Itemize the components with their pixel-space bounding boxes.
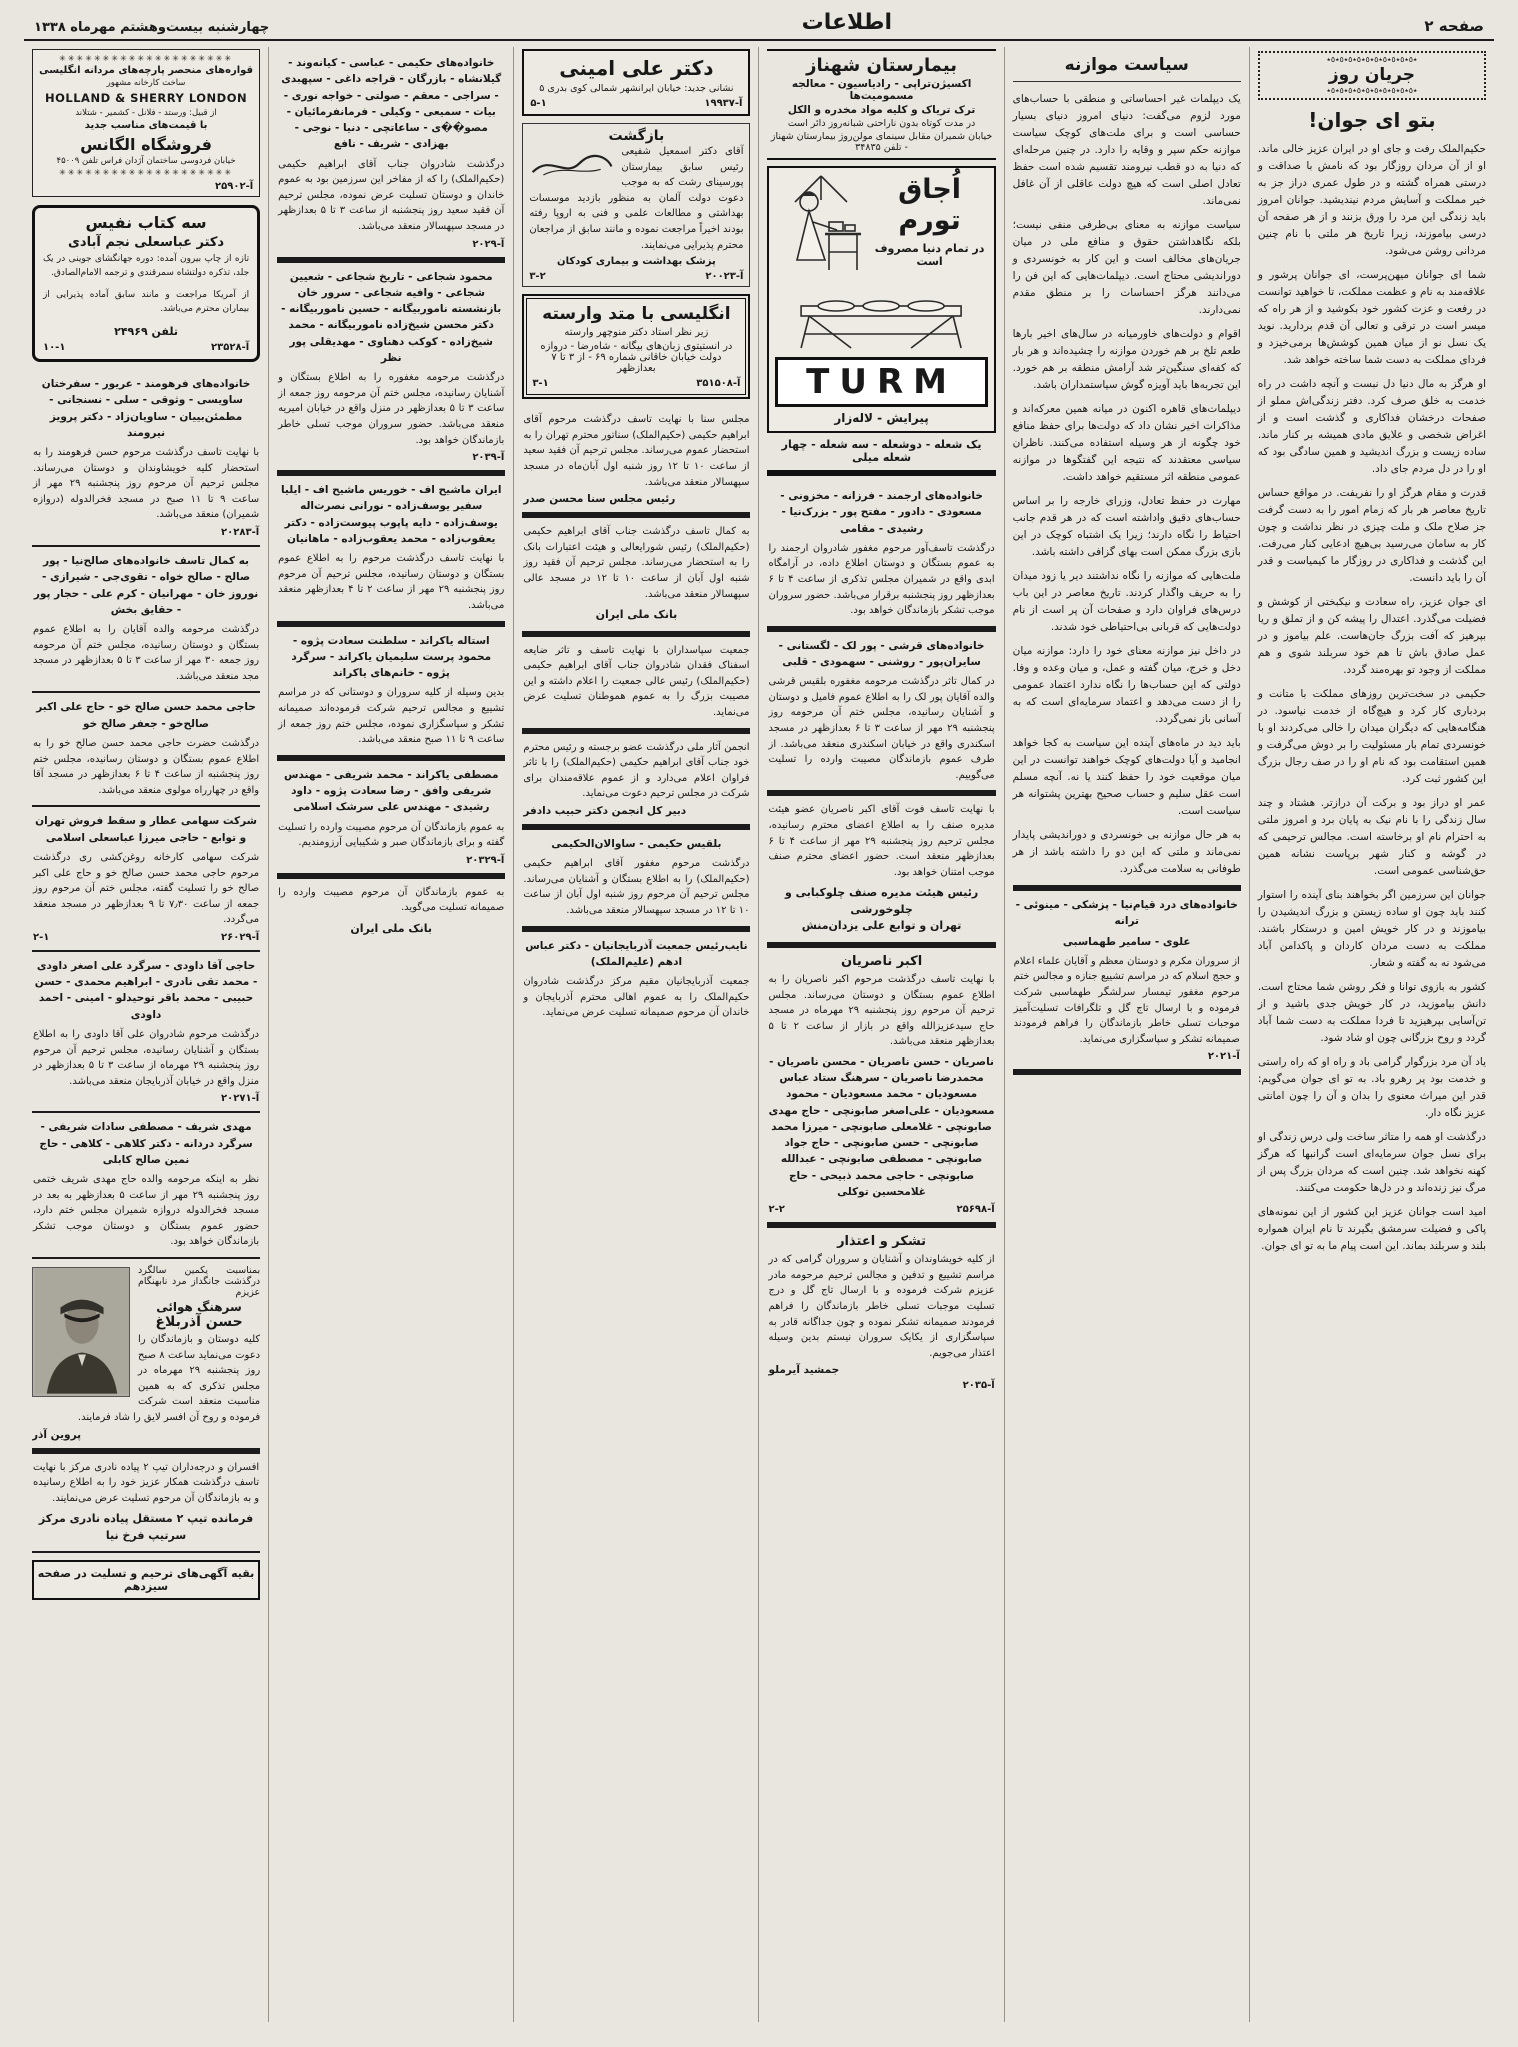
- family-names: مهدی شریف - مصطفی سادات شریفی - سرگرد دردانه - دکتر کلاهی - کلاهی - حاج نمین صالح کابلی: [39, 1121, 253, 1166]
- fabric-ad-line: از قبیل: ورستد - فلانل - کشمیر - شتلاند: [75, 108, 217, 118]
- fabric-store-name: فروشگاه الگانس: [80, 135, 212, 154]
- article-paragraph: ملت‌هایی که موازنه را نگاه نداشتند دیر یا زود میدان را به حریف واگذار کردند. تاریخ معاصر در این باب درس‌های فراوان دارد و صفحات آن پر است از نام دولت‌هایی که قربانی بی‌احتیاطی خود شدند.: [1012, 570, 1241, 633]
- obituary-notice: [522, 637, 750, 734]
- obituary-notice: [277, 49, 505, 263]
- obituary-body: با نهایت تاسف درگذشت مرحوم حسن فرهومند را به استحضار کلیه خویشاوندان و دوستان می‌رساند. مجلس ترحیم آن مرحوم روز پنجشنبه ۲۹ مهر از ساعت ۹ تا ۱۱ صبح در مسجد فخرالدوله (دروازه شمیران) منعقد می‌باشد.: [32, 447, 260, 521]
- calligraphy-flourish: [529, 148, 615, 182]
- hospital-ad-title: بیمارستان شهناز: [806, 55, 957, 76]
- family-names: ناصریان - حسن ناصریان - محسن ناصریان - محمدرضا ناصریان - سرهنگ ستاد عباس مسعودیان - محمد مسعودیان - محمود مسعودیان - علی‌اصغر صابونچی - حاج مهدی صابونچی - غلامعلی صابونچی - میرزا محمد صابونچی - حسن صابونچی - حاج جواد صابونچی - مصطفی صابونچی - عبدالله صابونچی - حاجی محمد ذبیحی - حاج غلامحسین توکلی: [768, 1055, 995, 1199]
- obituary-body: بدین وسیله از کلیه سروران و دوستانی که در مراسم تشییع و مجالس ترحیم شرکت فرموده‌اند صمیمانه تشکر و سپاسگزاری نموده، مجلس ختم روز جمعه از ساعت ۹ تا ۱۱ صبح منعقد می‌باشد.: [278, 687, 505, 746]
- ad-code: ۲-۲: [768, 1204, 785, 1216]
- obituary-notice: [32, 693, 260, 807]
- deceased-name: اکبر ناصریان: [840, 953, 923, 969]
- obituary-body: جمعیت آذربایجانیان مقیم مرکز درگذشت شادروان حکیم‌الملک را به عموم اهالی محترم آذربایجان و خاندان آن مرحوم صمیمانه تسلیت عرض می‌نماید.: [523, 976, 750, 1019]
- article-paragraph: عمر او دراز بود و برکت آن درازتر. هشتاد و چند سال زندگی را با نام نیک به پایان برد و امروز ملتی به احترام نام او برخاسته است. مجالس ترحیمی که در گوشه و کنار شهر برپاست نشانه همین حق‌شناسی عمومی است.: [1257, 797, 1486, 877]
- fabric-ad-latin-name: HOLLAND & SHERRY LONDON: [45, 91, 248, 105]
- fabric-ad-address: خیابان فردوسی ساختمان آژدان فراس تلفن ۴۵۰۰۹: [56, 156, 236, 166]
- fabric-ad-line: قواره‌های منحصر پارچه‌های مردانه انگلیسی: [39, 65, 253, 76]
- books-ad-body: تازه از چاپ بیرون آمده: دوره جهانگشای جوینی در یک جلد، تذکره دولتشاه سمرقندی و ترجمه الامام‌الصادق.: [42, 254, 250, 278]
- ad-code: آ-۲۶۰۲۹: [221, 931, 260, 943]
- obituary-body: درگذشت حضرت حاجی محمد حسن صالح خو را به اطلاع عموم بستگان و دوستان رسانیده، مجلس ختم روز پنجشنبه از ساعت ۴ تا ۶ بعدازظهر در مسجد آقا واقع در چهارراه مولوی منعقد می‌باشد.: [32, 738, 260, 796]
- brigade-notice-body: افسران و درجه‌داران تیپ ۲ پیاده نادری مرکز با نهایت تاسف درگذشت همکار عزیز خود را به اطلاع رسانیده و به بازماندگان آن مرحوم تسلیت عرض می‌نمایند.: [32, 1461, 260, 1504]
- doctor-amini-name: دکتر علی امینی: [559, 56, 714, 80]
- doctor-amini-ad: [522, 49, 750, 116]
- obituary-body: جمعیت سپاسداران با نهایت تاسف و تاثر ضایعه اسفناک فقدان شادروان جناب آقای ابراهیم حکیمی (حکیم‌الملک) رئیس عالی جمعیت را اعلام داشته و این مصیبت بزرگ را به عموم هموطنان تسلیت عرض می‌نماید.: [523, 644, 750, 718]
- ad-code: آ-۲۵۶۹۸: [956, 1204, 995, 1216]
- obituary-notice: [32, 370, 260, 547]
- fabric-ad-line: با قیمت‌های مناسب جدید: [84, 120, 208, 131]
- turm-dealer-line: پیرایش - لاله‌زار: [834, 411, 929, 425]
- family-names: محمود شجاعی - تاریخ شجاعی - شعیین شجاعی - وافیه شجاعی - سرور خان بازنشسته ناموربیگانه - حسین ناموربیگانه - دکتر محسن شیخ‌زاده ناموربیگانه - محمد شیخ‌زاده - کوکب دهناوی - مهدیقلی پور نظر: [281, 270, 502, 364]
- ad-code: آ-۲۰۰۲۳: [705, 271, 744, 283]
- date-line: چهارشنبه بیست‌وهشتم مهرماه ۱۳۳۸: [34, 20, 270, 35]
- article-paragraph: به هر حال موازنه بی خونسردی و دوراندیشی پایدار نمی‌ماند و ملتی که این دو را داشته باشد از هر طوفانی به سلامت می‌گذرد.: [1012, 829, 1241, 875]
- books-ad-doctor: دکتر عباسعلی نجم آبادی: [68, 235, 225, 250]
- obituary-notice: [522, 830, 750, 932]
- bank-signature: بانک ملی ایران: [350, 921, 433, 935]
- obituary-body: درگذشت مرحوم مغفور آقای ابراهیم حکیمی (حکیم‌الملک) را به اطلاع بستگان و آشنایان می‌رساند. مجلس ترحیم آن مرحوم روز شنبه اول آبان از ساعت ۱۰ تا ۱۲ در مسجد سپهسالار منعقد می‌باشد.: [523, 858, 750, 916]
- thanks-title: تشکر و اعتذار: [837, 1234, 927, 1250]
- article-paragraph: مهارت در حفظ تعادل، وزرای خارجه را بر اساس حساب‌های دقیق واداشته است که در هر قدم جانب احتیاط را نگاه دارند؛ زیرا یک اشتباه کوچک در این بازی بزرگ ممکن است بهای گزافی داشته باشد.: [1012, 495, 1241, 558]
- hospital-ad-line: خیابان شمیران مقابل سینمای مولن‌روژ بیمارستان شهناز - تلفن ۳۴۸۳۵: [770, 131, 993, 153]
- ad-code-row: [39, 181, 253, 192]
- ad-code-row: [1014, 1051, 1240, 1062]
- masthead: [24, 8, 1494, 41]
- article-paragraph: اقوام و دولت‌های خاورمیانه در سال‌های اخیر بارها طعم تلخ بر هم خوردن موازنه را چشیده‌اند و هر بار که کفه‌ای سنگین‌تر شد آرامش منطقه بر هم خورد. این تجربه‌ها باید آویزه گوش سیاستمداران باشد.: [1012, 328, 1241, 391]
- ad-code: ۳-۱: [532, 378, 549, 390]
- ad-code-row: [33, 527, 259, 538]
- cook-illustration: [775, 174, 867, 294]
- article-paragraph: باید دید در ماه‌های آینده این سیاست به کجا خواهد انجامید و آیا دولت‌های کوچک خواهند توانست در این میان موقعیت خود را حفظ کنند یا نه. آنچه مسلم است عقل سلیم و حساب صحیح بهترین پشتوانه هر سیاست است.: [1012, 737, 1241, 817]
- ad-code-row: [278, 855, 504, 866]
- obituary-body: درگذشت مرحومه والده آقایان را به اطلاع عموم بستگان و دوستان رسانیده، مجلس ختم آن مرحومه روز جمعه ۳۰ مهر از ساعت ۳ تا ۵ بعدازظهر در مسجد مجد منعقد می‌باشد.: [32, 624, 260, 682]
- ad-code-row: [278, 452, 504, 463]
- english-course-body: در انستیتوی زبان‌های بیگانه - شاه‌رضا - دروازه دولت خیابان خاقانی شماره ۶۹ - از ۳ تا ۷ بعدازظهر: [540, 341, 733, 375]
- article-paragraph: ای جوان عزیز، راه سعادت و نیکبختی از کوشش و فضیلت می‌گذرد. اعتدال را پیشه کن و از تملق و ریا بپرهیز که آفت بزرگ جان‌هاست. علم بیاموز و در عمل صادق باش تا هم خود سربلند شوی و هم مملکت از وجود تو بهره‌مند گردد.: [1257, 596, 1486, 676]
- family-names: شرکت سهامی عطار و سقط فروش تهران و توابع - حاجی میرزا عباسعلی اسلامی: [35, 815, 257, 844]
- article-paragraph: او هرگز به مال دنیا دل نبست و آنچه داشت در راه خدمت به خلق صرف کرد. دفتر زندگی‌اش مملو از صفحات درخشان فداکاری و گذشت است و از اغراض شخصی و علایق مادی همیشه بر کنار ماند. ساده زیست و بزرگ اندیشید و همین سادگی بود که او را در دل مردم جای داد.: [1257, 378, 1486, 475]
- obituary-notice: [277, 263, 505, 477]
- ad-code: آ-۲۳۵۲۸: [211, 342, 250, 353]
- obituary-notice: [32, 547, 260, 693]
- ad-code: آ-۲۵۹۰۲: [215, 181, 254, 192]
- obituary-body: درگذشت مرحوم شادروان علی آقا داودی را به اطلاع بستگان و آشنایان رسانیده، مجلس ترحیم آن مرحوم روز پنجشنبه ۲۹ مهرماه از ساعت ۳ تا ۵ بعدازظهر در منزل واقع در خیابان آذربایجان منعقد می‌باشد.: [32, 1028, 260, 1087]
- obituary-signature: دبیر کل انجمن دکتر حبیب دادفر: [523, 804, 687, 817]
- page-number: صفحه ۲: [1424, 17, 1484, 35]
- article-paragraph: در داخل نیز موازنه معنای خود را دارد: موازنه میان دخل و خرج، میان گفته و عمل، و میان وعده و وفا. دولتی که این حساب‌ها را نگاه ندارد اعتماد عمومی را از دست می‌دهد و اعتماد سرمایه‌ای است که به آسانی باز نمی‌گردد.: [1012, 645, 1241, 725]
- family-names: حاجی محمد حسن صالح خو - حاج علی اکبر صالح‌خو - جعفر صالح خو: [36, 701, 256, 730]
- memorial-notice: [32, 1259, 260, 1454]
- family-names: مصطفی یاکراند - محمد شریفی - مهندس شریفی وافق - رضا سعادت پژوه - داود رشیدی - مهندس علی سرشک اسلامی: [283, 768, 499, 814]
- return-notice-body: آقای دکتر اسمعیل شفیعی رئیس سابق بیمارستان پورسینای رشت که به موجب دعوت دولت آلمان به منظور بازدید موسسات بهداشتی و مطالعات علمی و فنی به اروپا رفته بودند اخیراً مراجعت نموده و مانند سابق از مراجعان محترم پذیرایی می‌نمایند.: [529, 146, 744, 251]
- article-paragraph: کشور به بازوی توانا و فکر روشن شما محتاج است. دانش بیاموزید، در کار خویش جدی باشید و از تن‌آسایی بپرهیزید تا فردا مملکت به دست شما آباد گردد و روح بزرگانی چون او شاد شود.: [1257, 981, 1486, 1044]
- memorial-name: حسن آذربلاغ: [155, 1314, 243, 1331]
- obituary-body: مجلس سنا با نهایت تاسف درگذشت مرحوم آقای ابراهیم حکیمی (حکیم‌الملک) سناتور محترم تهران را به استحضار عموم می‌رساند. مجلس ترحیم آن فقید سعید از ساعت ۱۰ تا ۱۲ روز شنبه اول آبان‌ماه در مسجد سپهسالار منعقد می‌باشد.: [523, 414, 750, 488]
- family-names: استاله یاکراند - سلطنت سعادت پژوه - محمود پرست سلیمیان یاکراند - سرگرد پژوه - خانم‌های یاکراند: [291, 634, 492, 680]
- obituary-notice: [767, 632, 995, 797]
- obituary-notice: [32, 807, 260, 952]
- ad-code-row: [33, 932, 259, 943]
- obituary-body: نظر به اینکه مرحومه والده حاج مهدی شریف ختمی روز پنجشنبه ۲۹ مهر از ساعت ۵ بعدازظهر به بعد در مسجد فخرالدوله دروازه شمیران مجلس ختم دارد، حضور عموم بستگان و دوستان موجب تشکر بازماندگان خواهد بود.: [32, 1174, 260, 1248]
- obituary-signature: بانک ملی ایران: [595, 608, 678, 622]
- obituary-body: از سروران مکرم و دوستان معظم و آقایان علماء اعلام و حجج اسلام که در مراسم تشییع جنازه و مجالس ختم مرحوم مغفور تیمسار سرلشگر طهماسبی شرکت فرموده و با ارسال تاج گل و تلگرافات تسلیت‌آمیز موجبات تسلی خاطر بازماندگان را فراهم فرمودند صمیمانه تشکر و سپاسگزاری می‌نماید.: [1013, 955, 1240, 1045]
- obituary-body: درگذشت شادروان جناب آقای ابراهیم حکیمی (حکیم‌الملک) را که از مفاخر این سرزمین بود به عموم خاندان و دوستان تسلیت عرض نموده، مجلس ترحیم آن فقید سعید روز پنجشنبه از ساعت ۳ تا ۵ بعدازظهر در مسجد سپهسالار منعقد می‌باشد.: [278, 158, 505, 232]
- guild-notice-body: با نهایت تاسف فوت آقای اکبر ناصریان عضو هیئت مدیره صنف را به اطلاع اعضای محترم رسانیده، مجلس ترحیم روز پنجشنبه ۲۹ مهر از ساعت ۴ تا ۶ بعدازظهر منعقد است. حضور اعضای محترم صنف موجب امتنان خواهد بود.: [768, 804, 995, 878]
- article-paragraph: سیاست موازنه به معنای بی‌طرفی منفی نیست؛ بلکه نگاهداشتن حقوق و منافع ملی در میان جریان‌های مخالف است و این کار به خونسردی و دوراندیشی محتاج است. دیپلمات‌هایی که این فن را می‌دانند هرگز احساسات را بر منطق مقدم نمی‌دارند.: [1012, 219, 1241, 316]
- return-notice-title: بازگشت: [608, 128, 665, 144]
- thanks-body: از کلیه خویشاوندان و آشنایان و سروران گرامی که در مراسم تشییع و تدفین و مجالس ترحیم مرحومه مادر عزیزم شرکت فرموده و با ارسال تاج گل و درج تسلیت موجبات تسلی خاطر بازماندگان را فراهم فرمودند صمیمانه تشکر نموده و چون جداگانه قادر به سپاسگزاری از یکایک سروران نیستم بدین وسیله اعتذار می‌جویم.: [768, 1254, 995, 1359]
- guild-signature: [768, 885, 994, 935]
- obituary-body: درگذشت تاسف‌آور مرحوم مغفور شادروان ارجمند را به عموم بستگان و دوستان اطلاع داده، در آرامگاه ابدی واقع در شمیران مجلس تذکری از ساعت ۴ تا ۶ بعدازظهر روز پنجشنبه برقرار می‌باشد. حضور سروران موجب تشکر بازماندگان خواهد بود.: [768, 542, 995, 617]
- ad-code-row: [278, 239, 504, 250]
- ad-code: ۵-۱: [530, 98, 547, 109]
- ad-code-row: [530, 98, 742, 109]
- paper-title: اطلاعات: [801, 10, 893, 35]
- continued-notice: بقیه آگهی‌های ترحیم و تسلیت در صفحه سیزدهم: [32, 1560, 260, 1600]
- books-ad-title: سه کتاب نفیس: [85, 213, 207, 232]
- columns: [24, 47, 1494, 2022]
- stove-illustration: [775, 294, 987, 352]
- decorative-border: ✳✳✳✳✳✳✳✳✳✳✳✳✳✳✳✳✳✳✳✳: [59, 168, 234, 177]
- column-obituaries: [268, 47, 513, 2022]
- family-names: خانواده‌های ارجمند - فرزانه - مخزونی - مسعودی - دادور - مفتح پور - بزرک‌نیا - رشیدی - مقامی: [780, 490, 983, 535]
- ad-code: آ-۲۰۳۵: [962, 1380, 995, 1392]
- article-paragraph: حکیم‌الملک رفت و جای او در ایران عزیز خالی ماند. او از آن مردان روزگار بود که نامش با صداقت و درستی همراه گشته و در طول عمری دراز جز به خیر مملکت و آسایش مردم نیندیشید. جوانان امروز باید زندگی این مرد را ورق بزنند و از هر صفحه آن درسی بیاموزند، زیرا تاریخ هر ملتی با نام چنین مردانی روشن می‌شود.: [1257, 143, 1486, 257]
- memorial-rank: سرهنگ هوائی: [156, 1300, 242, 1315]
- obituary-body: درگذشت مرحومه مغفوره را به اطلاع بستگان و آشنایان رسانیده، مجلس ختم آن مرحومه روز جمعه از ساعت ۳ تا ۵ بعدازظهر در منزل واقع در خیابان امیریه منعقد می‌باشد. حضور سروران موجب تسلی خاطر بازماندگان خواهد بود.: [278, 372, 505, 446]
- article-paragraph: امید است جوانان عزیز این کشور از این نمونه‌های پاکی و فضیلت سرمشق بگیرند تا نام ایران همواره بلند و سربلند بماند. این است پیام ما به تو ای جوان.: [1257, 1206, 1486, 1252]
- family-names: خانواده‌های فرهومند - عریور - سفرختان ساویسی - وثوقی - سلی - نسنجانی - مطمئن‌بییان - ساویان‌زاد - دکتر پرویز نیرومند: [41, 378, 251, 439]
- obituary-body: با نهایت تاسف درگذشت مرحوم اکبر ناصریان را به اطلاع عموم بستگان و دوستان می‌رساند. مجلس ترحیم آن مرحوم روز پنجشنبه ۲۹ مهرماه در مسجد حاج سیدعزیزالله واقع در بازار از ساعت ۲ تا ۵ بعدازظهر منعقد می‌باشد.: [768, 973, 995, 1048]
- books-ad-phone: تلفن ۲۴۹۶۹: [114, 325, 178, 338]
- ad-code: ۱۰-۱: [42, 342, 66, 353]
- hospital-ad: [767, 49, 995, 160]
- column-amini-obits: [513, 47, 758, 2022]
- memorial-intro: بمناسبت یکمین سالگرد درگذشت جانگداز مرد نابهنگام عزیزم: [137, 1265, 261, 1299]
- guild-signature-line: تهران و توابع علی یزدان‌منش: [801, 919, 962, 933]
- obituary-notice: [522, 406, 750, 518]
- decorative-border: ✳✳✳✳✳✳✳✳✳✳✳✳✳✳✳✳✳✳✳✳: [59, 54, 234, 63]
- family-names: خانواده‌های حکیمی - عباسی - کیانه‌وند - گیلانشاه - بازرگان - قراجه داغی - سپهبدی - سراجی - معقم - صولتی - خواجه نوری - بیات - سمیعی - وکیلی - فرمانفرمائیان - مصو��ی - ساعاتچی - دنیا - نوجی - بهزادی - شریف - نافع: [281, 57, 502, 151]
- ad-code: آ-۲۰۳۹: [472, 452, 505, 464]
- family-names: حاجی آقا داودی - سرگرد علی اصغر داودی - محمد تقی نادری - ابراهیم محمدی - حسن حبیبی - محمد باقر توحیدلو - امینی - احمد داودی: [34, 959, 258, 1021]
- daily-current-box: [1258, 51, 1486, 100]
- ad-code-row: [532, 378, 740, 389]
- ad-code-row: [529, 271, 743, 282]
- turm-ad-titles: [871, 174, 987, 268]
- family-names: به کمال تاسف خانواده‌های صالح‌نیا - پور صالح - صالح خواه - تقوی‌جی - شیرازی - نوروز خان - مهرانیان - کرم علی - حجار پور - حقایق بخش: [33, 555, 259, 616]
- books-ad: [32, 205, 260, 362]
- family-names: بلقیس حکیمی - ساوالان‌الحکیمی: [551, 837, 722, 850]
- obituary-body: به کمال تاسف درگذشت جناب آقای ابراهیم حکیمی (حکیم‌الملک) رئیس شورایعالی و هیئت اعتبارات بانک را به استحضار می‌رساند. مجلس ترحیم آن فقید روز شنبه اول آبان از ساعت ۱۰ تا ۱۲ در مسجد عالی سپهسالار منعقد می‌باشد.: [523, 526, 750, 600]
- article-paragraph: یک دیپلمات غیر احساساتی و منطقی با حساب‌های مورد لزوم می‌گفت: دنیای امروز دنیای بسیار حساسی است و برای ملت‌های کوچک سیاست موازنه حکم سپر و وقایه را دارد. در چنین مرحله‌ای که دنیا به دو قطب نیرومند تقسیم شده است حفظ تعادل اصلی است که هیچ دولت عاقلی از آن غافل نمی‌ماند.: [1012, 93, 1241, 207]
- brigade-notice: [32, 1454, 260, 1554]
- column-balance-policy: [1004, 47, 1249, 2022]
- turm-brand-logo: TURM: [775, 357, 987, 407]
- obituary-notice: [1013, 885, 1241, 1075]
- thanks-signature: جمشید آیرملو: [768, 1364, 840, 1377]
- article-paragraph: حکیمی در سخت‌ترین روزهای مملکت با متانت و بردباری کار کرد و هیچ‌گاه از خدمت نیاسود. در هنگامه‌هایی که دیگران میدان را خالی می‌کردند او با خونسردی تمام بار مسئولیت را بر دوش می‌گرفت و همین استقامت بود که نام او را در صف رجال بزرگ این کشور ثبت کرد.: [1257, 688, 1486, 785]
- hospital-ad-line: اکسیژن‌تراپی - رادیاسیون - معالجه مسمومیت‌ها: [791, 78, 972, 102]
- books-ad-body: از آمریکا مراجعت و مانند سابق آماده پذیرایی از بیماران محترم می‌باشد.: [42, 290, 250, 314]
- hospital-ad-line: در مدت کوتاه بدون ناراحتی شبانه‌روز دائر است: [787, 118, 976, 129]
- turm-ad-footer: یک شعله - دوشعله - سه شعله - چهار شعله میلی: [767, 433, 995, 476]
- obituary-notice: [277, 761, 505, 879]
- obituary-body: در کمال تاثر درگذشت مرحومه مغفوره بلقیس قرشی والده آقایان پور لک را به اطلاع عموم فامیل و دوستان و آشنایان رسانیده، مجلس ختم آن مرحومه روز پنجشنبه ۲۹ مهر از ساعت ۳ تا ۶ بعدازظهر در مسجد اسکندری واقع در خیابان اسکندری منعقد می‌باشد. از طرف عموم بازماندگان مصیبت وارده را تسلیت می‌گوییم.: [768, 676, 995, 781]
- english-course-title: انگلیسی با متد وارسته: [542, 304, 731, 325]
- column-left-ads: [24, 47, 268, 2022]
- article-paragraph: درگذشت او همه را متاثر ساخت ولی درس زندگی او برای نسل جوان سرمایه‌ای است گرانبها که هرگز کهنه نخواهد شد. چنین است که مردان بزرگ پس از مرگ نیز زنده‌اند و در دل‌ها حکومت می‌کنند.: [1257, 1131, 1486, 1194]
- ad-code: آ-۱۹۹۳۷: [704, 98, 743, 109]
- obituary-notice: [522, 734, 750, 830]
- obituary-notice: [522, 932, 750, 1028]
- thanks-notice: [767, 1228, 995, 1398]
- obituary-signature: رئیس مجلس سنا محسن صدر: [523, 493, 676, 506]
- ad-code: ۳-۲: [529, 271, 546, 283]
- fabric-ad-line: ساخت کارخانه مشهور: [106, 78, 186, 88]
- column-current-affairs: [1249, 47, 1494, 2022]
- return-notice-subtitle: پزشک بهداشت و بیماری کودکان: [557, 256, 716, 268]
- bank-condolence-body: به عموم بازماندگان آن مرحوم مصیبت وارده را صمیمانه تسلیت می‌گوید.: [278, 886, 505, 914]
- obituary-notice: [32, 952, 260, 1113]
- obituary-notice: [277, 476, 505, 626]
- english-course-ad: [522, 294, 750, 399]
- family-names: ایران ماشیح اف - خوریس ماشیح اف - ایلیا سفیر یوسف‌زاده - نورانی نصرت‌اله یوسف‌زاده - دایه پاپوب پیوست‌زاده - دکتر یعقوب‌زاده - محمد یعقوب‌زاده - ماهانیان: [280, 484, 502, 545]
- doctor-amini-address: نشانی جدید: خیابان ایرانشهر شمالی کوی بدری ۵: [539, 83, 734, 94]
- obituary-notice: [522, 518, 750, 636]
- turm-ad-header: [775, 174, 987, 294]
- ad-code-row: [768, 1204, 994, 1215]
- portrait-photo: [32, 1267, 130, 1397]
- obituary-notice: [767, 948, 995, 1228]
- family-names: خانواده‌های قرشی - پور لک - لگستانی - سایران‌پور - روشنی - سهمودی - قلبی: [778, 639, 985, 669]
- turm-ad-subtitle: در تمام دنیا مصروف است: [874, 242, 985, 268]
- memorial-body: کلیه دوستان و بازماندگان را دعوت می‌نماید ساعت ۸ صبح روز پنجشنبه ۲۹ مهرماه در مجلس تذکری که به همین مناسبت منعقد است شرکت فرموده و روح آن افسر لایق را شاد فرمایند.: [77, 1334, 261, 1424]
- article-paragraph: جوانان این سرزمین اگر بخواهند بنای آینده را استوار کنند باید چون او ساده زیستن و بزرگ اندیشیدن را بیاموزند و در کار خویش امین و درستکار باشند. مملکت به دست مردان کاردان و پاکدامن آباد می‌شود نه به گفته و شعار.: [1257, 889, 1486, 969]
- obituary-body: انجمن آثار ملی درگذشت عضو برجسته و رئیس محترم خود جناب آقای ابراهیم حکیمی (حکیم‌الملک) را با تاثر فراوان اعلام می‌دارد و از عموم علاقه‌مندان برای شرکت در مجلس ترحیم دعوت می‌نماید.: [523, 741, 750, 800]
- return-notice: [522, 123, 750, 287]
- column-center-ads: [758, 47, 1003, 2022]
- family-names: خانواده‌های درد قیام‌نیا - پزشکی - مینوئی - ترانه: [1015, 899, 1238, 928]
- ad-code-row: [768, 1380, 994, 1391]
- english-course-line: زیر نظر استاد دکتر منوچهر وارسته: [564, 327, 709, 339]
- decorative-border: ٭٥٭٥٭٥٭٥٭٥٭٥٭٥٭٥٭٥٭٥٭: [1326, 86, 1418, 95]
- guild-notice: [767, 796, 995, 947]
- ad-code: آ-۳۵۱۵۰۸: [696, 378, 741, 390]
- family-names: نایب‌رئیس جمعیت آذربایجانیان - دکتر عباس ادهم (علیم‌الملک): [525, 939, 748, 968]
- family-names: علوی - سامیر طهماسبی: [1062, 935, 1191, 948]
- memorial-signature: پروین آذر: [31, 1428, 82, 1441]
- turm-stove-ad: [767, 166, 995, 433]
- fabric-store-ad: [32, 49, 260, 197]
- section-title: جریان روز: [1328, 65, 1415, 85]
- hospital-ad-line: ترک تریاک و کلیه مواد مخدره و الکل: [787, 104, 976, 116]
- ad-code: آ-۲۰۲۷۱: [221, 1093, 260, 1105]
- ad-code: آ-۲۰۳۲۹: [466, 854, 505, 866]
- article-headline-balance: سیاست موازنه: [1013, 55, 1241, 82]
- bank-condolence: [277, 879, 505, 945]
- article-headline-youth: بتو ای جوان!: [1308, 108, 1436, 132]
- obituary-body: شرکت سهامی کارخانه روغن‌کشی ری درگذشت مرحوم حاجی محمد حسن صالح خو و حاج علی اکبر صالح خو را تسلیت گفته، مجلس ختم آن مرحوم روز جمعه از ساعت ۷٫۳۰ تا ۹ بعدازظهر در مسجد منعقد می‌گردد.: [32, 851, 260, 926]
- article-paragraph: دیپلمات‌های قاهره اکنون در میانه همین معرکه‌اند و مذاکرات اخیر نشان داد که دولت‌ها برای حفظ منافع خود چگونه از هر وسیله استفاده می‌کنند. ناظران سیاسی معتقدند که نتیجه این گفتگوها در موازنه عمومی منطقه اثر مستقیم خواهد داشت.: [1012, 403, 1241, 483]
- ad-code: آ-۲۰۲۸۳: [221, 527, 260, 539]
- ad-code-row: [43, 342, 249, 353]
- ad-code: آ-۲۰۲۱: [1207, 1051, 1240, 1063]
- article-paragraph: یاد آن مرد بزرگوار گرامی باد و راه او که راه راستی و خدمت بود پر رهرو باد. به تو ای جوان می‌گویم: قدر این میراث معنوی را بدان و آن را چون امانتی عزیز نگاه دار.: [1257, 1056, 1486, 1119]
- obituary-body: به عموم بازماندگان آن مرحوم مصیبت وارده را تسلیت گفته و برای بازماندگان صبر و شکیبایی آرزومندیم.: [278, 821, 505, 849]
- obituary-notice: [32, 1113, 260, 1259]
- ad-code: آ-۲۰۲۹: [472, 238, 505, 250]
- ad-code: ۲-۱: [32, 931, 50, 943]
- turm-ad-title: اُجاق تورم: [898, 174, 962, 236]
- brigade-commander-signature: فرمانده تیپ ۲ مستقل پیاده نادری مرکز سرتیپ فرخ نیا: [38, 1512, 254, 1542]
- article-paragraph: شما ای جوانان میهن‌پرست، ای جوانان پرشور و علاقه‌مند به نام و عظمت مملکت، تا خواهید توانست در رفعت و عزت کشور خود بکوشید و از هر راه که میسر است در ترقی و تعالی آن قدم بردارید. نوید یک نسل نو از میان همین کوشش‌ها برمی‌خیزد و فردای مملکت به دست شما ساخته خواهد شد.: [1257, 269, 1486, 366]
- decorative-border: ٭٥٭٥٭٥٭٥٭٥٭٥٭٥٭٥٭٥٭٥٭: [1326, 55, 1418, 64]
- obituary-body: با نهایت تاسف درگذشت مرحوم را به اطلاع عموم بستگان و دوستان رسانیده، مجلس ترحیم آن مرحوم روز پنجشنبه ۲۹ مهر از ساعت ۲ تا ۴ بعدازظهر منعقد می‌باشد.: [278, 553, 505, 611]
- ad-code-row: [33, 1093, 259, 1104]
- obituary-notice: [767, 482, 995, 632]
- article-paragraph: قدرت و مقام هرگز او را نفریفت. در مواقع حساس تاریخ معاصر هر بار که زمام امور را به دست گرفت جز صلاح ملک و ملت چیزی در نظر نداشت و چون کار به سامان می‌رسید بی‌هیچ ادعایی کنار می‌رفت. این گذشت و فداکاری در روزگار ما کیمیاست و قدر آن را باید دانست.: [1257, 487, 1486, 584]
- guild-signature-line: رئیس هیئت مدیره صنف چلوکبابی و چلوخورشی: [784, 886, 979, 916]
- obituary-notice: [277, 627, 505, 761]
